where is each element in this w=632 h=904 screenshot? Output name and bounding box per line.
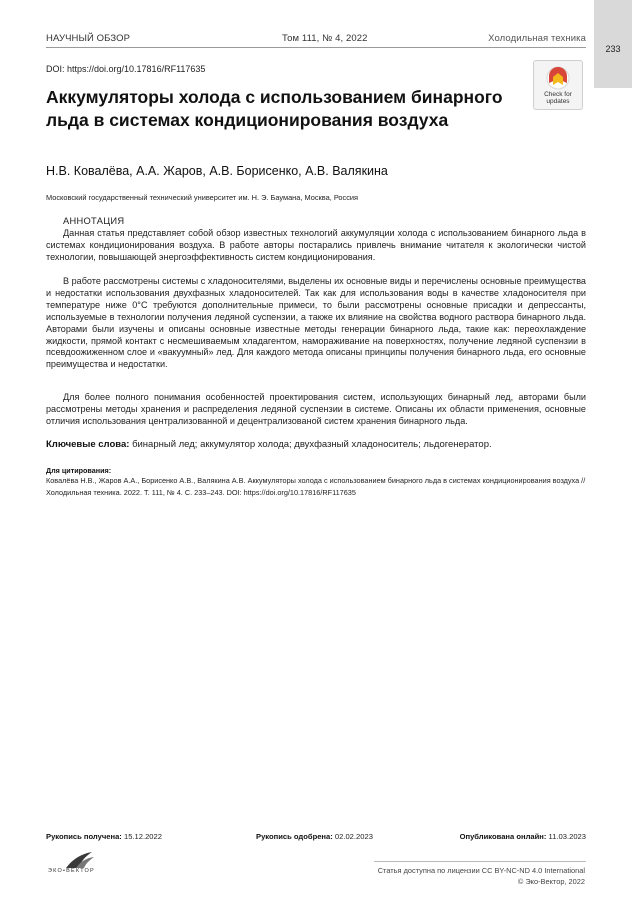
journal-name: Холодильная техника xyxy=(488,33,586,44)
header-divider xyxy=(46,47,586,48)
received-date: Рукопись получена: 15.12.2022 xyxy=(46,832,162,841)
crossmark-icon xyxy=(534,63,582,93)
eco-vector-logo-icon xyxy=(62,850,98,870)
abstract-paragraph-3: Для более полного понимания особенностей проектирования систем, использующих бинарный лед, авторами были рассмотрены методы хранения и распределения ледяной суспензии в системе. Описаны их области применения, основные отличия использования централизованной и децентрализованой систем хранения бинарного льда. xyxy=(46,392,586,426)
copyright-text: © Эко-Вектор, 2022 xyxy=(517,876,585,886)
badge-line1: Check for xyxy=(544,91,572,98)
doi-link[interactable]: DOI: https://doi.org/10.17816/RF117635 xyxy=(46,64,206,74)
page-number: 233 xyxy=(605,44,621,54)
badge-line2: updates xyxy=(546,98,570,105)
abstract-paragraph-1: Данная статья представляет собой обзор известных технологий аккумуляции холода с использованием бинарного льда в системах кондиционирования воздуха. В работе авторы постарались привлечь внимание читателя к экологически чистой технологии, повышающей энергоэффективность систем кондиционирования. xyxy=(46,228,586,262)
authors: Н.В. Ковалёва, А.А. Жаров, А.В. Борисенко, А.В. Валякина xyxy=(46,164,388,178)
keywords xyxy=(46,439,586,450)
keywords-label: Ключевые слова: xyxy=(46,439,130,450)
article-title: Аккумуляторы холода с использованием бинарного льда в системах кондиционирования воздуха xyxy=(46,87,503,130)
abstract-paragraph-2: В работе рассмотрены системы с хладоносителями, выделены их основные виды и перечислены основные преимущества и недостатки использования двухфазных хладоносителей. Так как для использования воды в качестве хладоносителя при температуре ниже 0°С требуются дополнительные примеси, то были рассмотрены основные присадки и депрессанты, используемые в технологии получения ледяной суспензии, а также их влияние на свойства водного раствора бинарного льда. Авторами были изучены и описаны основные известные методы генерации бинарного льда, такие как: переохлаждение жидкости, прямой контакт с несмешиваемым хладагентом, намораживание на поверхностях, получение ледяной суспензии в псевдоожиженном слое и «вакуумный» лед. Для каждого метода описаны принципы получения бинарного льда, его основные преимущества и недостатки. xyxy=(46,276,586,370)
approved-date: Рукопись одобрена: 02.02.2023 xyxy=(256,832,373,841)
citation-heading: Для цитирования: xyxy=(46,466,112,475)
keywords-text: бинарный лед; аккумулятор холода; двухфазный хладоноситель; льдогенератор. xyxy=(132,439,492,450)
publisher-logo-text: ЭКО•ВЕКТОР xyxy=(48,868,95,874)
license-text[interactable]: Статья доступна по лицензии CC BY-NC-ND 4.0 International xyxy=(377,866,585,875)
volume-info: Том 111, № 4, 2022 xyxy=(282,33,368,44)
published-date: Опубликована онлайн: 11.03.2023 xyxy=(459,832,586,841)
license-block xyxy=(378,866,585,887)
citation-text: Ковалёва Н.В., Жаров А.А., Борисенко А.В., Валякина А.В. Аккумуляторы холода с использованием бинарного льда в системах кондиционирования воздуха // Холодильная техника. 2022. Т. 111, № 4. С. 233–243. DOI: https://doi.org/10.17816/RF117635 xyxy=(46,476,586,497)
section-label: НАУЧНЫЙ ОБЗОР xyxy=(46,33,131,44)
check-for-updates-badge[interactable] xyxy=(533,60,583,110)
affiliation: Московский государственный технический университет им. Н. Э. Баумана, Москва, Россия xyxy=(46,193,359,202)
abstract-heading: АННОТАЦИЯ xyxy=(63,216,125,226)
footer-divider xyxy=(374,861,586,862)
